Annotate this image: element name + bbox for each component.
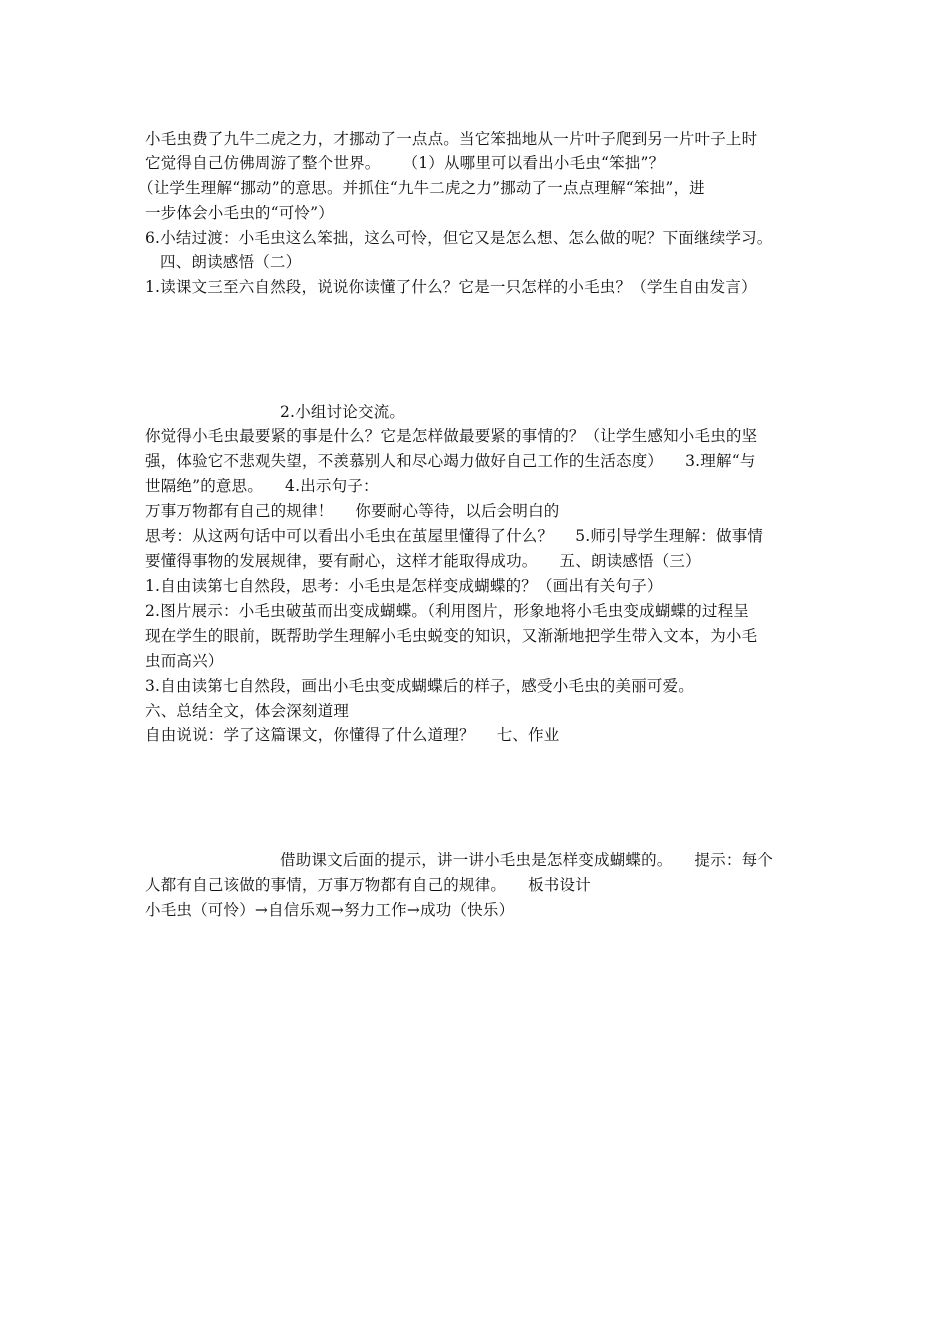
text-line: 思考：从这两句话中可以看出小毛虫在茧屋里懂得了什么？ 5.师引导学生理解：做事情: [145, 527, 764, 545]
text-line: 要懂得事物的发展规律，要有耐心，这样才能取得成功。 五、朗读感悟（三）: [145, 552, 701, 570]
text-line: 一步体会小毛虫的“可怜”）: [145, 204, 334, 222]
text-line: （让学生理解“挪动”的意思。并抓住“九牛二虎之力”挪动了一点点理解“笨拙”，进: [138, 179, 705, 197]
text-line: 6.小结过渡：小毛虫这么笨拙，这么可怜，但它又是怎么想、怎么做的呢？下面继续学习。: [145, 229, 773, 247]
text-line: 借助课文后面的提示，讲一讲小毛虫是怎样变成蝴蝶的。 提示：每个: [280, 851, 774, 869]
text-line: 虫而高兴）: [145, 652, 224, 670]
text-line: 它觉得自己仿佛周游了整个世界。 （1）从哪里可以看出小毛虫“笨拙”？: [145, 154, 665, 172]
text-line: 世隔绝”的意思。 4.出示句子：: [145, 477, 379, 495]
text-line: 2.图片展示：小毛虫破茧而出变成蝴蝶。（利用图片，形象地将小毛虫变成蝴蝶的过程呈: [145, 602, 750, 620]
text-line: 小毛虫费了九牛二虎之力，才挪动了一点点。当它笨拙地从一片叶子爬到另一片叶子上时: [145, 130, 758, 148]
text-line: 2.小组讨论交流。: [280, 403, 406, 421]
blackboard-design: 小毛虫（可怜）→自信乐观→努力工作→成功（快乐）: [145, 901, 515, 919]
text-line: 现在学生的眼前，既帮助学生理解小毛虫蜕变的知识，又渐渐地把学生带入文本，为小毛: [145, 627, 758, 645]
text-line: 3.自由读第七自然段，画出小毛虫变成蝴蝶后的样子，感受小毛虫的美丽可爱。: [145, 677, 694, 695]
text-line: 1.读课文三至六自然段，说说你读懂了什么？它是一只怎样的小毛虫？（学生自由发言）: [145, 278, 757, 296]
text-line: 万事万物都有自己的规律！ 你要耐心等待，以后会明白的: [145, 502, 560, 520]
text-line: 自由说说：学了这篇课文，你懂得了什么道理？ 七、作业: [145, 726, 560, 744]
text-line: 强，体验它不悲观失望，不羡慕别人和尽心竭力做好自己工作的生活态度） 3.理解“与: [145, 452, 756, 470]
text-line: 人都有自己该做的事情，万事万物都有自己的规律。 板书设计: [145, 876, 591, 894]
text-line: 1.自由读第七自然段，思考：小毛虫是怎样变成蝴蝶的？（画出有关句子）: [145, 577, 663, 595]
text-line: 你觉得小毛虫最要紧的事是什么？它是怎样做最要紧的事情的？（让学生感知小毛虫的坚: [145, 427, 758, 445]
section-heading: 六、总结全文，体会深刻道理: [145, 702, 350, 720]
section-heading: 四、朗读感悟（二）: [160, 253, 302, 271]
